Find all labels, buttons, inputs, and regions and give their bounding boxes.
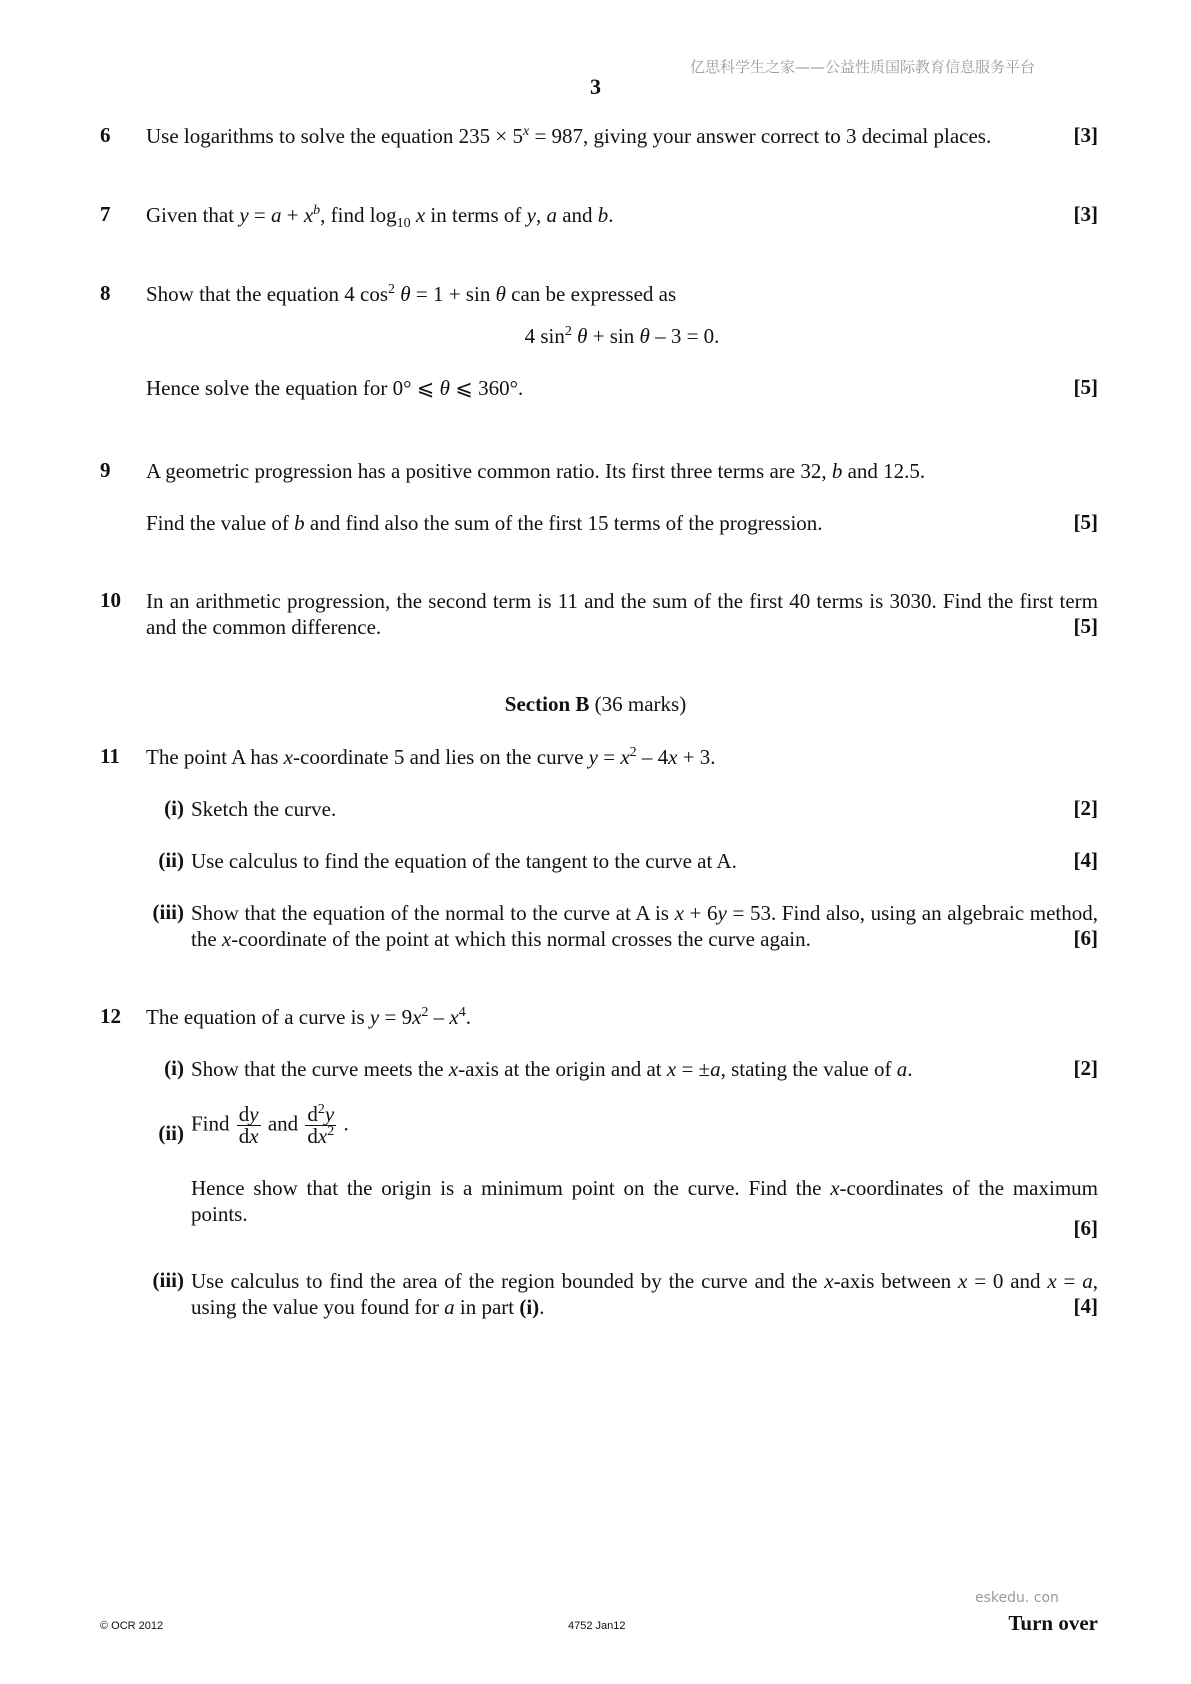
part-ii xyxy=(146,1102,1098,1240)
question-number: 12 xyxy=(100,1004,121,1028)
page-number: 3 xyxy=(590,74,601,99)
turn-over: Turn over xyxy=(1008,1611,1098,1635)
part-ii xyxy=(146,848,1098,874)
fraction-dy-dx: $\frac{dy}{dx}$ xyxy=(238,1102,259,1148)
question-text: A geometric progression has a positive common ratio. Its first three terms are 32, b and 12.5. xyxy=(146,459,926,483)
part-label: (i) xyxy=(164,1056,184,1080)
question-8 xyxy=(100,281,1098,401)
question-number: 6 xyxy=(100,123,111,147)
fraction-d2y-dx2: $\frac{d^2y}{dx^2}$ xyxy=(307,1102,335,1148)
footer-paper-code: 4752 Jan12 xyxy=(568,1620,626,1632)
question-text: Use logarithms to solve the equation $235 \times 5^x = 987$, giving your answer correct to 3 decimal places. xyxy=(146,124,992,148)
marks: [3] xyxy=(1073,123,1098,147)
question-7 xyxy=(100,202,1098,231)
part-text-derivatives: Find $\frac{dy}{dx}$ and $\frac{d^2y}{dx^2}$ . xyxy=(191,1102,349,1148)
part-text-hence: Hence show that the origin is a minimum point on the curve. Find the x-coordinates of the maximum points. xyxy=(191,1176,1098,1226)
question-text: The point A has x-coordinate 5 and lies on the curve $y = x^2 - 4x + 3$. xyxy=(146,745,716,769)
part-label: (i) xyxy=(164,796,184,820)
question-number: 10 xyxy=(100,588,121,612)
part-label: (ii) xyxy=(158,1121,184,1145)
question-6 xyxy=(100,123,1098,149)
part-label: (iii) xyxy=(152,1268,184,1292)
footer-copyright: © OCR 2012 xyxy=(100,1620,164,1632)
watermark-site: eskedu. con xyxy=(975,1590,1059,1606)
part-text: Use calculus to find the area of the region bounded by the curve and the x-axis between x = 0 and x = a, using the value you found for a in part (i). xyxy=(191,1269,1098,1319)
question-text-find: Find the value of b and find also the sum of the first 15 terms of the progression. xyxy=(146,511,823,535)
part-iii xyxy=(146,1268,1098,1320)
part-text: Use calculus to find the equation of the tangent to the curve at A. xyxy=(191,849,737,873)
question-12 xyxy=(100,1004,1098,1319)
question-number: 8 xyxy=(100,281,111,305)
marks: [5] xyxy=(1073,375,1098,399)
question-number: 9 xyxy=(100,458,111,482)
part-label: (iii) xyxy=(152,900,184,924)
marks: [2] xyxy=(1073,796,1098,820)
part-iii xyxy=(146,900,1098,952)
part-i xyxy=(146,1056,1098,1082)
part-text: Show that the equation of the normal to the curve at A is x + 6y = 53. Find also, using an algebraic method, the x-coordinate of the point at which this normal crosses the curve again. xyxy=(191,901,1099,951)
marks: [3] xyxy=(1073,202,1098,226)
question-text: The equation of a curve is $y = 9x^2 - x^4$. xyxy=(146,1005,471,1029)
question-text: In an arithmetic progression, the second term is 11 and the sum of the first 40 terms is 3030. Find the first term and the common difference. xyxy=(146,589,1098,639)
question-number: 7 xyxy=(100,202,111,226)
marks: [4] xyxy=(1073,848,1098,872)
part-text: Show that the curve meets the x-axis at the origin and at x = ±a, stating the value of a. xyxy=(191,1057,913,1081)
part-label: (ii) xyxy=(158,848,184,872)
marks: [6] xyxy=(1073,926,1098,950)
question-text: Show that the equation 4 $\cos^2 \theta = 1 + \sin \theta$ can be expressed as xyxy=(146,282,677,306)
part-text: Sketch the curve. xyxy=(191,797,337,821)
section-heading: Section B (36 marks) xyxy=(504,692,687,716)
question-number: 11 xyxy=(100,744,120,768)
marks: [5] xyxy=(1073,614,1098,638)
question-9 xyxy=(100,458,1098,536)
question-11 xyxy=(100,744,1099,951)
marks: [5] xyxy=(1073,510,1098,534)
marks: [2] xyxy=(1073,1056,1098,1080)
question-10 xyxy=(100,588,1098,640)
marks: [6] xyxy=(1073,1216,1098,1240)
equation: 4 $\sin^2 \theta + \sin \theta - 3 = 0$. xyxy=(524,324,720,348)
marks: [4] xyxy=(1073,1294,1098,1318)
question-text: Given that $y = a + x^b$, find $\log_{10} x$ in terms of y, a and b. xyxy=(146,203,614,231)
question-text-hence: Hence solve the equation for 0° ⩽ θ ⩽ 360°. xyxy=(146,376,524,400)
watermark-text: 亿思科学生之家——公益性质国际教育信息服务平台 xyxy=(690,58,1036,76)
part-i xyxy=(146,796,1098,822)
